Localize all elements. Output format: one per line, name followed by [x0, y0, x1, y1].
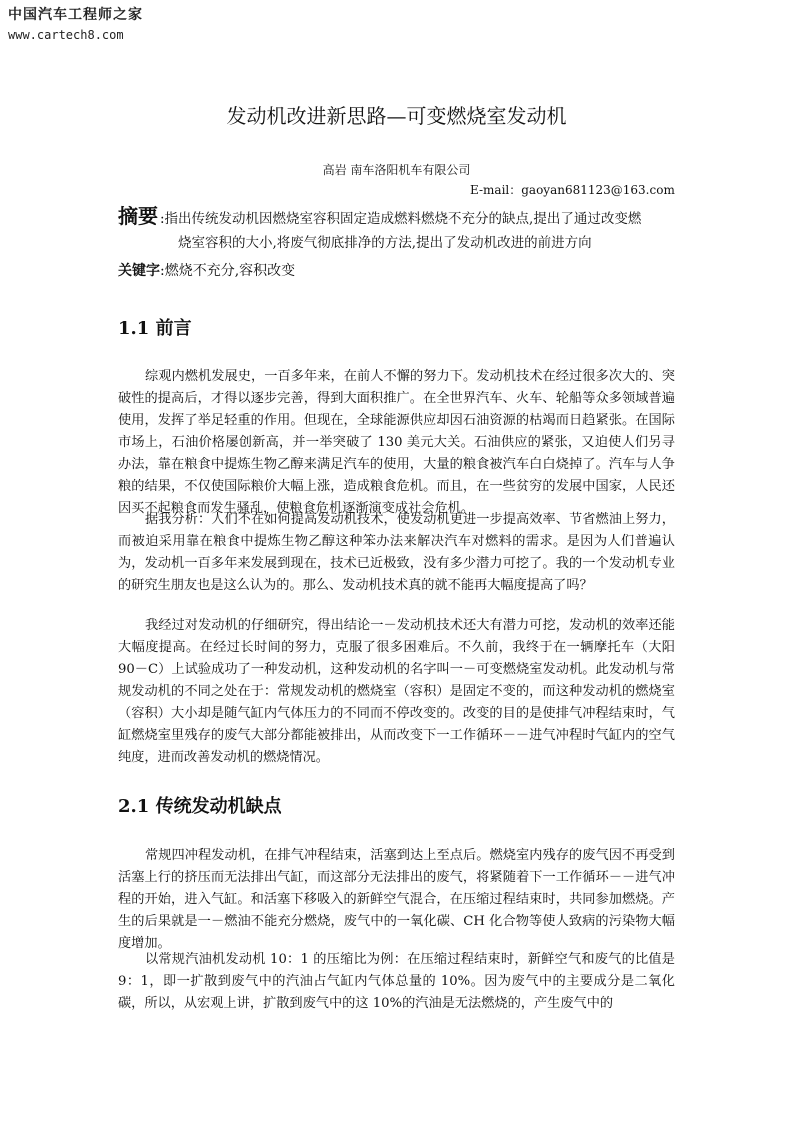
- author-email: E-mail：gaoyan681123@163.com: [470, 183, 675, 197]
- author-line: 高岩 南车洛阳机车有限公司: [322, 163, 471, 177]
- watermark-site-name: 中国汽车工程师之家: [8, 7, 143, 23]
- abstract-text-2: 烧室容积的大小,将废气彻底排净的方法,提出了发动机改进的前进方向: [178, 235, 592, 251]
- defects-paragraph-2: 以常规汽油机发动机 10：1 的压缩比为例：在压缩过程结束时，新鲜空气和废气的比值是 9：1，即一扩散到废气中的汽油占气缸内气体总量的 10%。因为废气中的主要成分是二氧化碳，所以，从宏观上讲，扩散到废气中的这 10%的汽油是无法燃烧的，产生废气中的: [118, 952, 675, 1011]
- section-heading-intro: 1.1 前言: [118, 318, 192, 339]
- defects-paragraph-1: 常规四冲程发动机，在排气冲程结束，活塞到达上至点后。燃烧室内残存的废气因不再受到活塞上行的挤压而无法排出气缸，而这部分无法排出的废气，将紧随着下一工作循环－－进气冲程的开始，进入气缸。和活塞下移吸入的新鲜空气混合，在压缩过程结束时，共同参加燃烧。产生的后果就是一－燃油不能充分燃烧，废气中的一氧化碳、CH 化合物等使人致病的污染物大幅度增加。: [118, 848, 675, 951]
- abstract-label: 摘要: [118, 204, 158, 228]
- intro-paragraph-1: 综观内燃机发展史，一百多年来，在前人不懈的努力下。发动机技术在经过很多次大的、突破性的提高后，才得以逐步完善，得到大面积推广。在全世界汽车、火车、轮船等众多领域普遍使用，发挥了举足轻重的作用。但现在，全球能源供应却因石油资源的枯竭而日趋紧张。在国际市场上，石油价格屡创新高，并一举突破了 130 美元大关。石油供应的紧张，又迫使人们另寻办法，靠在粮食中提炼生物乙醇来满足汽车的使用，大量的粮食被汽车白白烧掉了。汽车与人争粮的结果，不仅使国际粮价大幅上涨，造成粮食危机。而且，在一些贫穷的发展中国家，人民还因买不起粮食而发生骚乱，使粮食危机逐渐演变成社会危机。: [118, 369, 675, 516]
- intro-paragraph-3: 我经过对发动机的仔细研究，得出结论一－发动机技术还大有潜力可挖，发动机的效率还能大幅度提高。在经过长时间的努力，克服了很多困难后。不久前，我终于在一辆摩托车（大阳 90－C）上试验成功了一种发动机，这种发动机的名字叫一－可变燃烧室发动机。此发动机与常规发动机的不同之处在于：常规发动机的燃烧室（容积）是固定不变的，而这种发动机的燃烧室（容积）大小却是随气缸内气体压力的不同而不停改变的。改变的目的是使排气冲程结束时，气缸燃烧室里残存的废气大部分都能被排出，从而改变下一工作循环－－进气冲程时气缸内的空气纯度，进而改善发动机的燃烧情况。: [118, 618, 675, 765]
- keywords-text: :燃烧不充分,容积改变: [160, 263, 296, 279]
- abstract: [118, 204, 700, 255]
- watermark-url: www.cartech8.com: [8, 28, 124, 42]
- keywords: [118, 260, 295, 280]
- intro-paragraph-2: 据我分析：人们不在如何提高发动机技术，使发动机更进一步提高效率、节省燃油上努力，而被迫采用靠在粮食中提炼生物乙醇这种笨办法来解决汽车对燃料的需求。是因为人们普遍认为，发动机一百多年来发展到现在，技术已近极致，没有多少潜力可挖了。我的一个发动机专业的研究生朋友也是这么认为的。那么、发动机技术真的就不能再大幅度提高了吗？: [118, 512, 675, 593]
- site-watermark: [8, 4, 143, 42]
- keywords-label: 关键字: [118, 263, 160, 279]
- page-title: 发动机改进新思路—可变燃烧室发动机: [226, 104, 567, 128]
- abstract-text-1: :指出传统发动机因燃烧室容积固定造成燃料燃烧不充分的缺点,提出了通过改变燃: [160, 211, 642, 227]
- abstract-line-1: [118, 204, 700, 231]
- section-heading-defects: 2.1 传统发动机缺点: [118, 796, 282, 817]
